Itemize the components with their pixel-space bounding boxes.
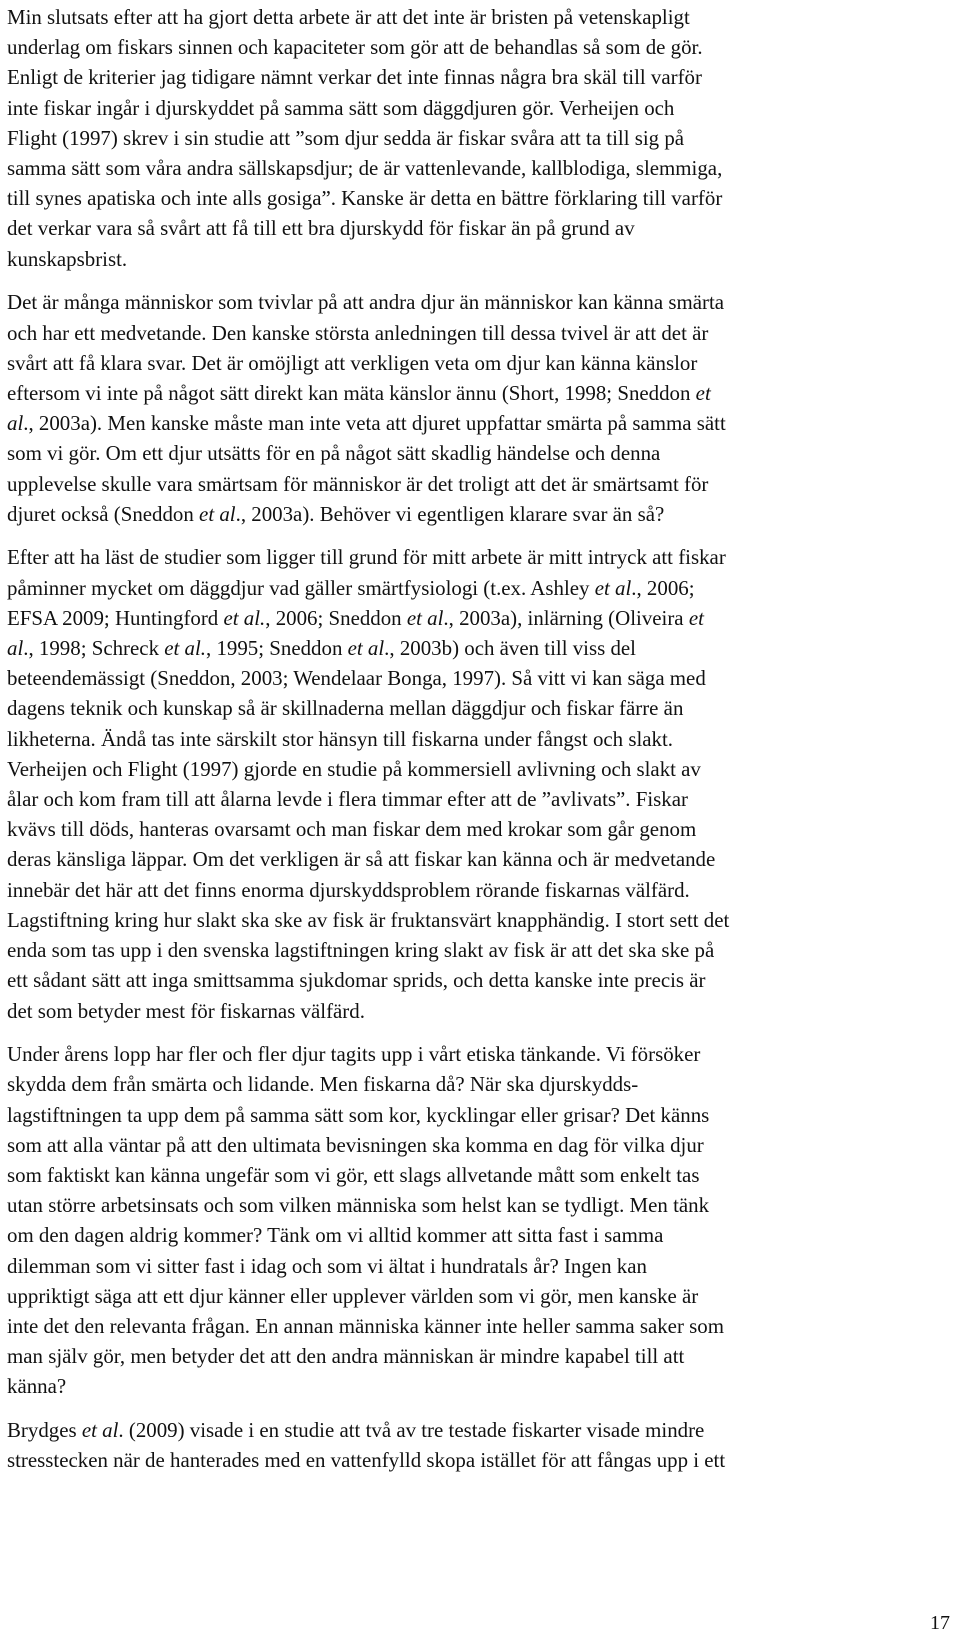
text-run: djuret också (Sneddon: [7, 501, 200, 526]
text-run: beteendemässigt (Sneddon, 2003; Wendelaar Bonga, 1997). Så vitt vi kan säga med: [7, 666, 706, 691]
paragraph: [7, 542, 957, 1025]
text-run: känna?: [7, 1374, 67, 1399]
text-line: [7, 633, 957, 663]
paragraph: [7, 2, 957, 274]
text-line: [7, 378, 957, 408]
text-run: och har ett medvetande. Den kanske största anledningen till dessa tvivel är att det är: [7, 320, 709, 345]
text-line: [7, 754, 957, 784]
text-run: ., 2003b) och även till viss del: [384, 636, 636, 661]
text-run: Brydges: [7, 1418, 82, 1443]
text-run: likheterna. Ändå tas inte särskilt stor hänsyn till fiskarna under fångst och slakt.: [7, 726, 674, 751]
text-run: ålar och kom fram till att ålarna levde i flera timmar efter att de ”avlivats”. Fiskar: [7, 787, 688, 812]
italic-text: et al: [81, 1418, 119, 1443]
text-line: [7, 724, 957, 754]
text-line: [7, 1251, 957, 1281]
text-run: svårt att få klara svar. Det är omöjligt att verkligen veta om djur kan känna känslor: [7, 350, 698, 375]
text-line: [7, 965, 957, 995]
text-line: [7, 62, 957, 92]
text-line: [7, 499, 957, 529]
italic-text: al: [7, 636, 24, 661]
italic-text: et al: [594, 575, 632, 600]
text-line: [7, 93, 957, 123]
text-run: Efter att ha läst de studier som ligger till grund för mitt arbete är mitt intryck att fiskar: [7, 545, 726, 570]
text-line: [7, 1069, 957, 1099]
text-line: [7, 573, 957, 603]
text-run: Lagstiftning kring hur slakt ska ske av fisk är fruktansvärt knapphändig. I stort sett det: [7, 907, 730, 932]
text-line: [7, 1160, 957, 1190]
text-run: ., 2003a), inlärning (Oliveira: [443, 605, 689, 630]
text-run: inte fiskar ingår i djurskyddet på samma sätt som däggdjuren gör. Verheijen och: [7, 95, 675, 120]
text-line: [7, 542, 957, 572]
text-run: deras känsliga läppar. Om det verkligen är så att fiskar kan känna och är medvetande: [7, 847, 716, 872]
text-run: , 1995; Sneddon: [206, 636, 348, 661]
text-run: Min slutsats efter att ha gjort detta arbete är att det inte är bristen på vetenskapligt: [7, 5, 690, 29]
text-line: [7, 408, 957, 438]
text-line: [7, 183, 957, 213]
text-run: samma sätt som våra andra sällskapsdjur; de är vattenlevande, kallblodiga, slemmiga,: [7, 156, 723, 181]
text-line: [7, 348, 957, 378]
text-run: utan större arbetsinsats och som vilken människa som helst kan se tydligt. Men tänk: [7, 1193, 710, 1218]
paragraph-gap: [7, 1026, 957, 1040]
text-run: upplevelse skulle vara smärtsam för människor är det troligt att det är smärtsamt för: [7, 471, 709, 496]
text-run: ., 2003a). Behöver vi egentligen klarare svar än så?: [235, 501, 665, 526]
text-run: eftersom vi inte på något sätt direkt kan mäta känslor ännu (Short, 1998; Sneddon: [7, 380, 696, 405]
text-run: kvävs till döds, hanteras ovarsamt och man fiskar dem med krokar som går genom: [7, 817, 697, 842]
text-line: [7, 318, 957, 348]
text-line: [7, 1039, 957, 1069]
paragraph: [7, 1415, 957, 1475]
text-line: [7, 244, 957, 274]
text-line: [7, 784, 957, 814]
text-line: [7, 1445, 957, 1475]
italic-text: et al: [347, 636, 385, 661]
text-run: om den dagen aldrig kommer? Tänk om vi alltid kommer att sitta fast i samma: [7, 1223, 664, 1248]
text-line: [7, 844, 957, 874]
text-run: . (2009) visade i en studie att två av tre testade fiskarter visade mindre: [118, 1418, 705, 1443]
text-line: [7, 153, 957, 183]
text-run: till synes apatiska och inte alls gosiga”. Kanske är detta en bättre förklaring till varför: [7, 186, 723, 211]
text-run: som att alla väntar på att den ultimata bevisningen ska komma en dag för vilka djur: [7, 1132, 704, 1157]
paragraph: [7, 287, 957, 529]
italic-text: et: [695, 380, 711, 405]
text-run: som faktiskt kan känna ungefär som vi gör, ett slags allvetande mått som enkelt tas: [7, 1163, 700, 1188]
italic-text: et: [688, 605, 704, 630]
paragraph-gap: [7, 1402, 957, 1416]
text-run: ett sådant sätt att inga smittsamma sjukdomar sprids, och detta kanske inte precis är: [7, 968, 706, 993]
text-run: påminner mycket om däggdjur vad gäller smärtfysiologi (t.ex. Ashley: [7, 575, 595, 600]
text-run: Det är många människor som tvivlar på att andra djur än människor kan känna smärta: [7, 290, 725, 315]
text-line: [7, 1190, 957, 1220]
text-run: Verheijen och Flight (1997) gjorde en studie på kommersiell avlivning och slakt av: [7, 756, 701, 781]
text-line: [7, 1220, 957, 1250]
text-run: uppriktigt säga att ett djur känner eller upplever världen som vi gör, men kanske är: [7, 1283, 699, 1308]
text-line: [7, 32, 957, 62]
italic-text: al: [7, 411, 24, 436]
text-line: [7, 469, 957, 499]
text-line: [7, 693, 957, 723]
paragraph-gap: [7, 529, 957, 543]
text-line: [7, 1130, 957, 1160]
text-run: Flight (1997) skrev i sin studie att ”som djur sedda är fiskar svåra att ta till sig på: [7, 125, 685, 150]
text-line: [7, 1371, 957, 1401]
italic-text: et al: [406, 605, 444, 630]
text-run: EFSA 2009; Huntingford: [7, 605, 224, 630]
text-line: [7, 287, 957, 317]
text-line: [7, 814, 957, 844]
italic-text: et al.: [164, 636, 207, 661]
page-number: 17: [930, 1612, 950, 1634]
text-run: ., 2006;: [631, 575, 695, 600]
text-run: skydda dem från smärta och lidande. Men fiskarna då? När ska djurskydds-: [7, 1072, 639, 1097]
text-run: kunskapsbrist.: [7, 246, 128, 271]
italic-text: et al: [199, 501, 236, 526]
text-run: dagens teknik och kunskap så är skillnaderna mellan däggdjur och fiskar färre än: [7, 696, 684, 721]
text-line: [7, 1415, 957, 1445]
paragraph-gap: [7, 274, 957, 288]
text-line: [7, 2, 957, 32]
text-run: enda som tas upp i den svenska lagstiftningen kring slakt av fisk är att det ska ske på: [7, 938, 715, 963]
paragraph: [7, 1039, 957, 1401]
text-run: underlag om fiskars sinnen och kapaciteter som gör att de behandlas så som de gör.: [7, 35, 703, 60]
text-line: [7, 1311, 957, 1341]
text-run: , 2006; Sneddon: [265, 605, 407, 630]
document-page: [7, 2, 957, 1476]
text-run: Enligt de kriterier jag tidigare nämnt verkar det inte finnas några bra skäl till varför: [7, 65, 702, 90]
text-run: ., 2003a). Men kanske måste man inte veta att djuret uppfattar smärta på samma sätt: [23, 411, 726, 436]
text-line: [7, 123, 957, 153]
text-line: [7, 905, 957, 935]
text-run: man själv gör, men betyder det att den andra människan är mindre kapabel till att: [7, 1344, 685, 1369]
text-line: [7, 438, 957, 468]
text-line: [7, 1341, 957, 1371]
text-line: [7, 875, 957, 905]
text-run: Under årens lopp har fler och fler djur tagits upp i vårt etiska tänkande. Vi försöker: [7, 1042, 701, 1067]
text-line: [7, 996, 957, 1026]
text-line: [7, 1281, 957, 1311]
text-run: lagstiftningen ta upp dem på samma sätt som kor, kycklingar eller grisar? Det känns: [7, 1102, 710, 1127]
text-run: som vi gör. Om ett djur utsätts för en på något sätt skadlig händelse och denna: [7, 441, 661, 466]
text-line: [7, 1100, 957, 1130]
text-line: [7, 603, 957, 633]
text-run: innebär det här att det finns enorma djurskyddsproblem rörande fiskarnas välfärd.: [7, 877, 690, 902]
text-line: [7, 935, 957, 965]
text-run: det som betyder mest för fiskarnas välfärd.: [7, 998, 365, 1023]
text-line: [7, 663, 957, 693]
text-run: stresstecken när de hanterades med en vattenfylld skopa istället för att fångas upp i ett: [7, 1448, 726, 1473]
text-run: ., 1998; Schreck: [23, 636, 165, 661]
text-run: inte det den relevanta frågan. En annan människa känner inte heller samma saker som: [7, 1314, 724, 1339]
italic-text: et al.: [223, 605, 266, 630]
text-line: [7, 213, 957, 243]
text-run: dilemman som vi sitter fast i idag och som vi ältat i hundratals år? Ingen kan: [7, 1253, 647, 1278]
text-run: det verkar vara så svårt att få till ett bra djurskydd för fiskar än på grund av: [7, 216, 635, 241]
